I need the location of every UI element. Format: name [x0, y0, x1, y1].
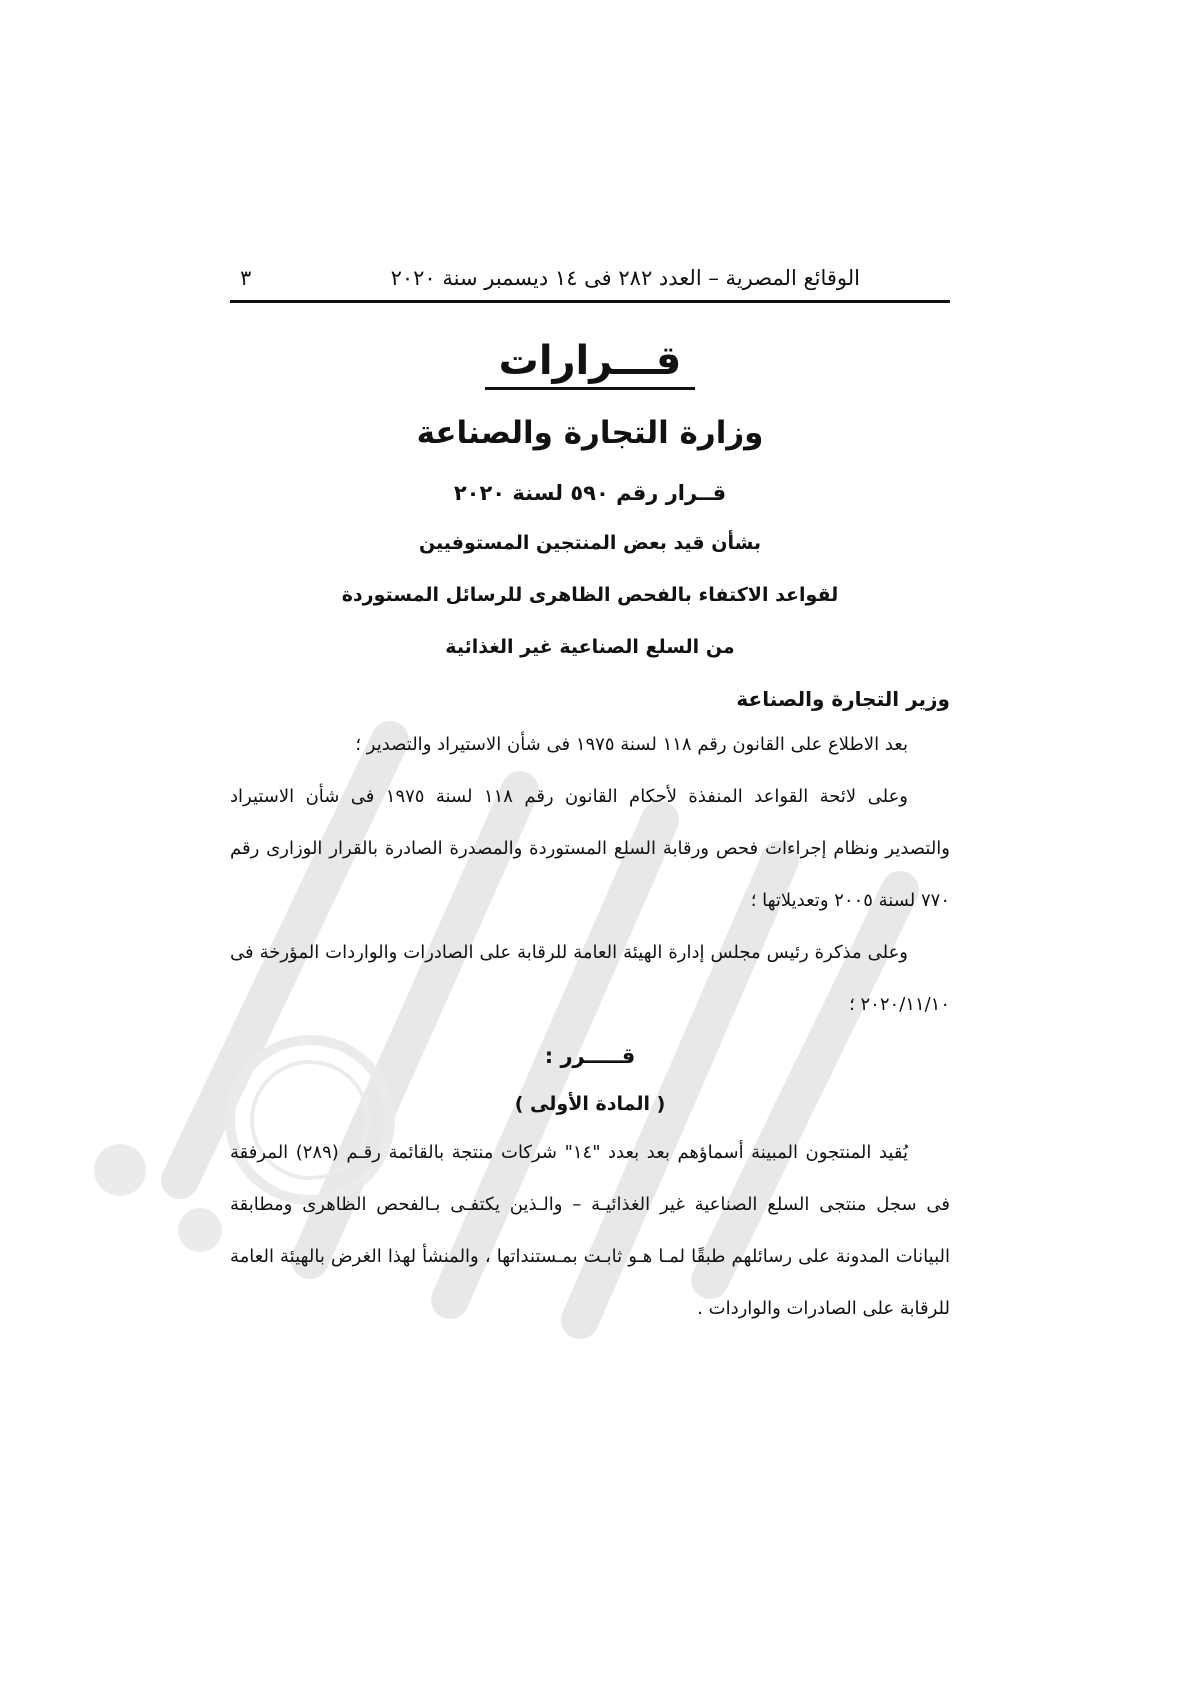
subject-line: بشأن قيد بعض المنتجين المستوفيين [418, 532, 762, 554]
page-number: ٣ [240, 266, 252, 290]
ministry-name: وزارة التجارة والصناعة [416, 415, 764, 451]
section-title [230, 339, 950, 393]
article-title: ( المادة الأولى ) [514, 1093, 666, 1115]
decision-number: قــرار رقم ٥٩٠ لسنة ٢٠٢٠ [453, 481, 727, 505]
section-title-text: قـــرارات [485, 339, 696, 390]
subject-line: من السلع الصناعية غير الغذائية [445, 636, 735, 658]
article-text: يُقيد المنتجون المبينة أسماؤهم بعد بعدد "١٤" شركات منتجة بالقائمة رقـم (٢٨٩) المرفقة فى سجل منتجى السلع الصناعية غير الغذائيـة – والـذين يكتفـى بـالفحص الظاهرى ومطابقة البيانات المدونة على رسائلهم طبقًا لمـا هـو ثابـت بمـستنداتها ، والمنشأ لهذا الغرض بالهيئة العامة للرقابة على الصادرات والواردات . [230, 1142, 950, 1319]
minister-heading: وزير التجارة والصناعة [736, 687, 950, 711]
gazette-header-title: الوقائع المصرية – العدد ٢٨٢ فى ١٤ ديسمبر سنة ٢٠٢٠ [390, 266, 860, 290]
page-header [230, 262, 950, 303]
preamble-paragraph: وعلى لائحة القواعد المنفذة لأحكام القانون رقم ١١٨ لسنة ١٩٧٥ فى شأن الاستيراد والتصدير ونظام إجراءات فحص ورقابة السلع المستوردة والمصدرة الصادرة بالقرار الوزارى رقم ٧٧٠ لسنة ٢٠٠٥ وتعديلاتها ؛ [230, 786, 950, 911]
decided-label: قـــــرر : [544, 1044, 636, 1068]
subject-line: لقواعد الاكتفاء بالفحص الظاهرى للرسائل المستوردة [341, 584, 839, 606]
preamble-paragraph: بعد الاطلاع على القانون رقم ١١٨ لسنة ١٩٧٥ فى شأن الاستيراد والتصدير ؛ [355, 734, 908, 755]
preamble-paragraph: وعلى مذكرة رئيس مجلس إدارة الهيئة العامة للرقابة على الصادرات والواردات المؤرخة فى ٢٠٢٠/١١/١٠ ؛ [230, 942, 950, 1015]
gazette-page [230, 262, 950, 1335]
